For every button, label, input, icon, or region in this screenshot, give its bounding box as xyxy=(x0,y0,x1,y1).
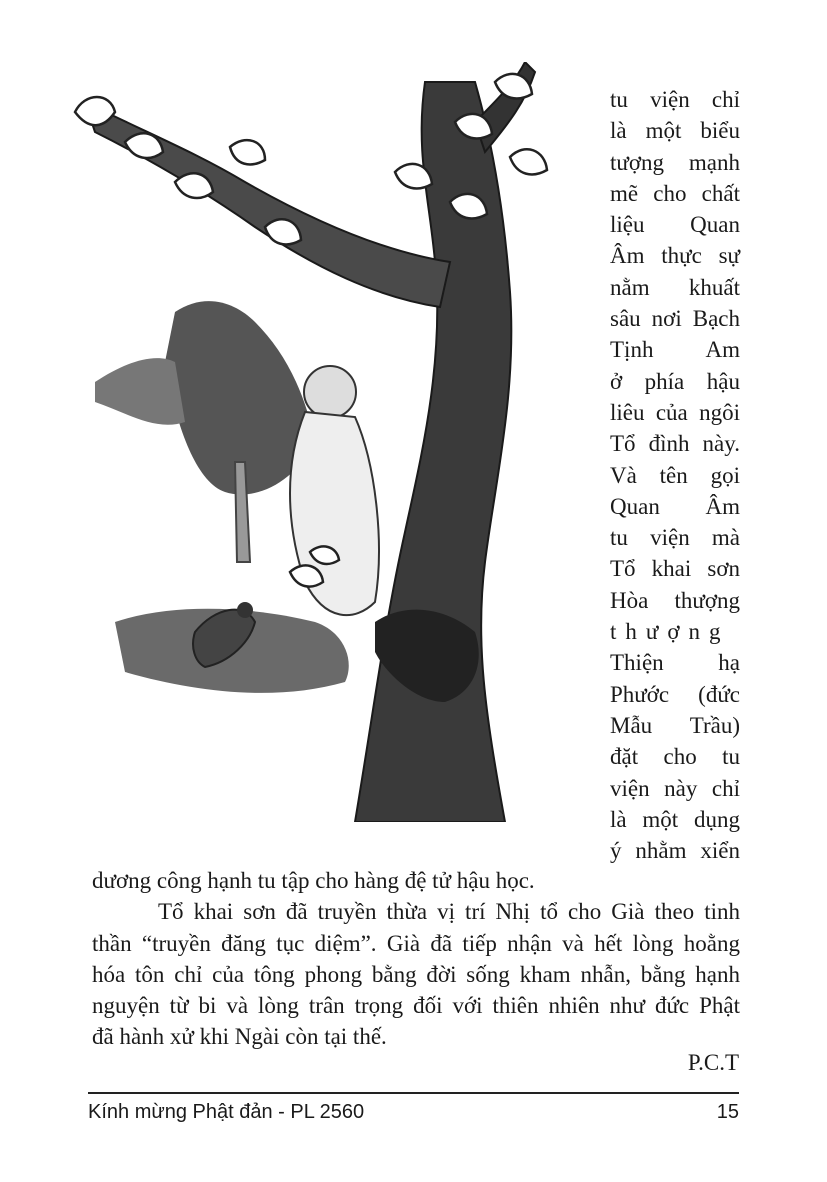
page-number: 15 xyxy=(716,1101,739,1123)
footer-divider xyxy=(88,1092,739,1094)
column-line: Mẫu Trầu) xyxy=(610,712,740,738)
paragraph-line: Tổ khai sơn đã truyền thừa vị trí Nhị tổ cho Già theo tinh xyxy=(158,899,740,925)
column-line: nằm khuất xyxy=(610,274,740,300)
narrow-column-text xyxy=(610,84,740,866)
paragraph-line: nguyện từ bi và lòng trân trọng đối với thiên nhiên như đức Phật xyxy=(92,993,740,1019)
column-line: Và tên gọi xyxy=(610,462,740,488)
column-line: tượng mạnh xyxy=(610,149,740,175)
column-line: Tịnh Am xyxy=(610,337,740,363)
column-line: Hòa thượng xyxy=(610,587,740,613)
column-line: sâu nơi Bạch xyxy=(610,306,740,332)
column-line: Âm thực sự xyxy=(610,243,740,269)
column-line: liêu của ngôi xyxy=(610,399,740,425)
column-line: Thiện hạ xyxy=(610,650,740,676)
column-line: là một dụng xyxy=(610,806,740,832)
column-line: viện này chỉ xyxy=(610,775,740,801)
paragraph-line: hóa tôn chỉ của tông phong bằng đời sống kham nhẫn, bằng hạnh xyxy=(92,961,740,987)
column-line: đặt cho tu xyxy=(610,744,740,770)
column-line: Tổ khai sơn xyxy=(610,556,740,582)
column-line: thượng xyxy=(610,619,730,645)
ink-illustration xyxy=(55,62,605,822)
column-line: mẽ cho chất xyxy=(610,180,740,206)
author-signature: P.C.T xyxy=(687,1050,739,1075)
body-paragraphs xyxy=(92,865,740,1053)
column-line: tu viện chỉ xyxy=(610,87,740,112)
column-line: tu viện mà xyxy=(610,525,740,551)
footer-title: Kính mừng Phật đản - PL 2560 xyxy=(88,1101,365,1123)
paragraph-line: đã hành xử khi Ngài còn tại thế. xyxy=(92,1024,387,1050)
column-line: liệu Quan xyxy=(610,212,740,238)
column-line: Tổ đình này. xyxy=(610,431,740,457)
column-line: Phước (đức xyxy=(610,681,740,707)
paragraph-line: thần “truyền đăng tục diệm”. Già đã tiếp nhận và hết lòng hoằng xyxy=(92,930,740,956)
column-line: ở phía hậu xyxy=(610,368,740,394)
column-line: là một biểu xyxy=(610,118,740,144)
column-line: ý nhằm xiển xyxy=(610,838,740,864)
column-line: Quan Âm xyxy=(610,493,740,519)
paragraph-line: dương công hạnh tu tập cho hàng đệ tử hậu học. xyxy=(92,868,535,893)
